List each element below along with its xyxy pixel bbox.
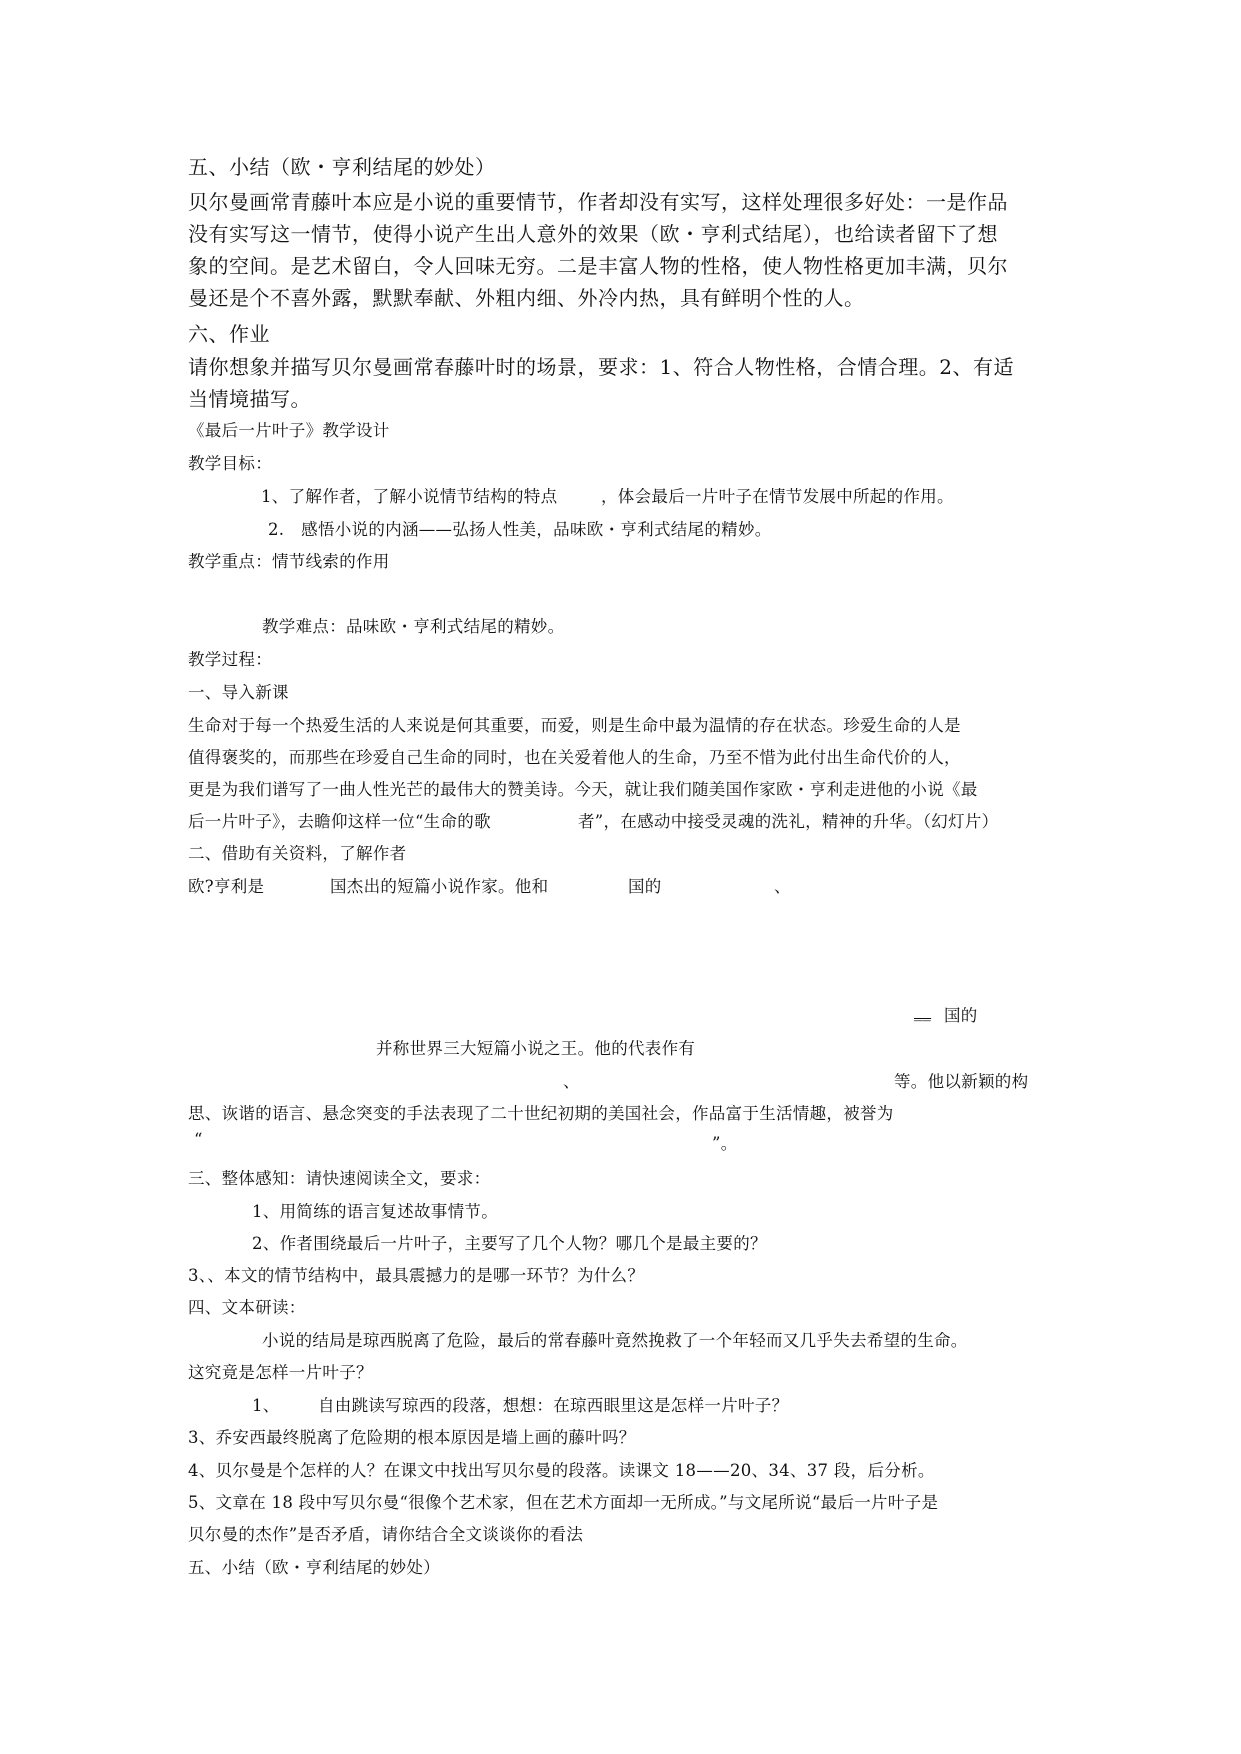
homework-line-2: 当情境描写。 xyxy=(188,387,311,411)
three-kings: 并称世界三大短篇小说之王。他的代表作有 xyxy=(376,1039,696,1058)
author-text-d: 、 xyxy=(774,877,791,896)
intro-line-4a: 后一片叶子》，去瞻仰这样一位“生命的歌 xyxy=(188,812,491,831)
reading-q4: 4、贝尔曼是个怎样的人？在课文中找出写贝尔曼的段落。读课文 18——20、34、37 段，后分析。 xyxy=(188,1461,935,1480)
goal-1-part-b: ，体会最后一片叶子在情节发展中所起的作用。 xyxy=(601,487,954,506)
intro-line-4b: 者”，在感动中接受灵魂的洗礼，精神的升华。（幻灯片） xyxy=(578,812,999,831)
section-4-heading: 四、文本研读： xyxy=(188,1298,306,1317)
design-title: 《最后一片叶子》教学设计 xyxy=(188,421,390,440)
works-separator: 、 xyxy=(563,1072,580,1091)
style-line: 思、诙谐的语言、悬念突变的手法表现了二十世纪初期的美国社会，作品富于生活情趣，被誉为 xyxy=(188,1104,894,1123)
homework-heading: 六、作业 xyxy=(188,322,270,346)
summary-line-1: 贝尔曼画常青藤叶本应是小说的重要情节，作者却没有实写，这样处理很多好处：一是作品 xyxy=(188,190,1008,214)
country-suffix: 国的 xyxy=(944,1006,978,1025)
intro-line-2: 值得褒奖的，而那些在珍爱自己生命的同时，也在关爱着他人的生命，乃至不惜为此付出生命代价的人， xyxy=(188,748,961,767)
works-end: 等。他以新颖的构 xyxy=(894,1072,1029,1091)
section-2-heading: 二、借助有关资料，了解作者 xyxy=(188,844,407,863)
teaching-focus: 教学重点：情节线索的作用 xyxy=(188,552,390,571)
quote-open: “ xyxy=(194,1130,203,1149)
country-blank: __ xyxy=(914,1002,932,1021)
reading-q5-line-1: 5、文章在 18 段中写贝尔曼“很像个艺术家，但在艺术方面却一无所成。”与文尾所说“最后一片叶子是 xyxy=(188,1493,939,1512)
question-1: 1、用简练的语言复述故事情节。 xyxy=(252,1202,498,1221)
goals-label: 教学目标： xyxy=(188,454,272,473)
goal-2: 2. 感悟小说的内涵——弘扬人性美，品味欧・亨利式结尾的精妙。 xyxy=(268,520,772,539)
quote-close: ”。 xyxy=(712,1134,738,1153)
summary-heading: 五、小结（欧・亨利结尾的妙处） xyxy=(188,155,496,179)
section-5-heading: 五、小结（欧・亨利结尾的妙处） xyxy=(188,1558,440,1577)
teaching-process: 教学过程： xyxy=(188,650,272,669)
homework-line-1: 请你想象并描写贝尔曼画常春藤叶时的场景，要求：1、符合人物性格，合情合理。2、有适 xyxy=(188,355,1014,379)
reading-line-2: 这究竟是怎样一片叶子？ xyxy=(188,1363,373,1382)
summary-line-4: 曼还是个不喜外露，默默奉献、外粗内细、外冷内热，具有鲜明个性的人。 xyxy=(188,286,865,310)
author-text-a: 欧?亨利是 xyxy=(188,877,265,896)
reading-q3: 3、乔安西最终脱离了危险期的根本原因是墙上画的藤叶吗？ xyxy=(188,1428,636,1447)
author-text-c: 国的 xyxy=(628,877,662,896)
summary-line-3: 象的空间。是艺术留白，令人回味无穷。二是丰富人物的性格，使人物性格更加丰满，贝尔 xyxy=(188,254,1008,278)
question-2: 2、作者围绕最后一片叶子，主要写了几个人物？哪几个是最主要的？ xyxy=(252,1234,767,1253)
summary-line-2: 没有实写这一情节，使得小说产生出人意外的效果（欧・亨利式结尾），也给读者留下了想 xyxy=(188,222,998,246)
teaching-difficulty: 教学难点：品味欧・亨利式结尾的精妙。 xyxy=(262,617,565,636)
intro-line-1: 生命对于每一个热爱生活的人来说是何其重要，而爱，则是生命中最为温情的存在状态。珍爱生命的人是 xyxy=(188,716,961,735)
intro-line-3: 更是为我们谱写了一曲人性光芒的最伟大的赞美诗。今天，就让我们随美国作家欧・亨利走进他的小说《最 xyxy=(188,780,978,799)
section-3-heading: 三、整体感知：请快速阅读全文，要求： xyxy=(188,1169,491,1188)
reading-q5-line-2: 贝尔曼的杰作”是否矛盾，请你结合全文谈谈你的看法 xyxy=(188,1525,584,1544)
author-text-b: 国杰出的短篇小说作家。他和 xyxy=(330,877,549,896)
reading-q1-number: 1、 xyxy=(252,1396,280,1415)
goal-1-part-a: 1、了解作者，了解小说情节结构的特点 xyxy=(261,487,558,506)
section-1-heading: 一、导入新课 xyxy=(188,683,289,702)
reading-q1-text: 自由跳读写琼西的段落，想想：在琼西眼里这是怎样一片叶子？ xyxy=(318,1396,789,1415)
question-3: 3、、本文的情节结构中，最具震撼力的是哪一环节？为什么？ xyxy=(188,1266,645,1285)
reading-line-1: 小说的结局是琼西脱离了危险，最后的常春藤叶竟然挽救了一个年轻而又几乎失去希望的生命。 xyxy=(262,1331,968,1350)
